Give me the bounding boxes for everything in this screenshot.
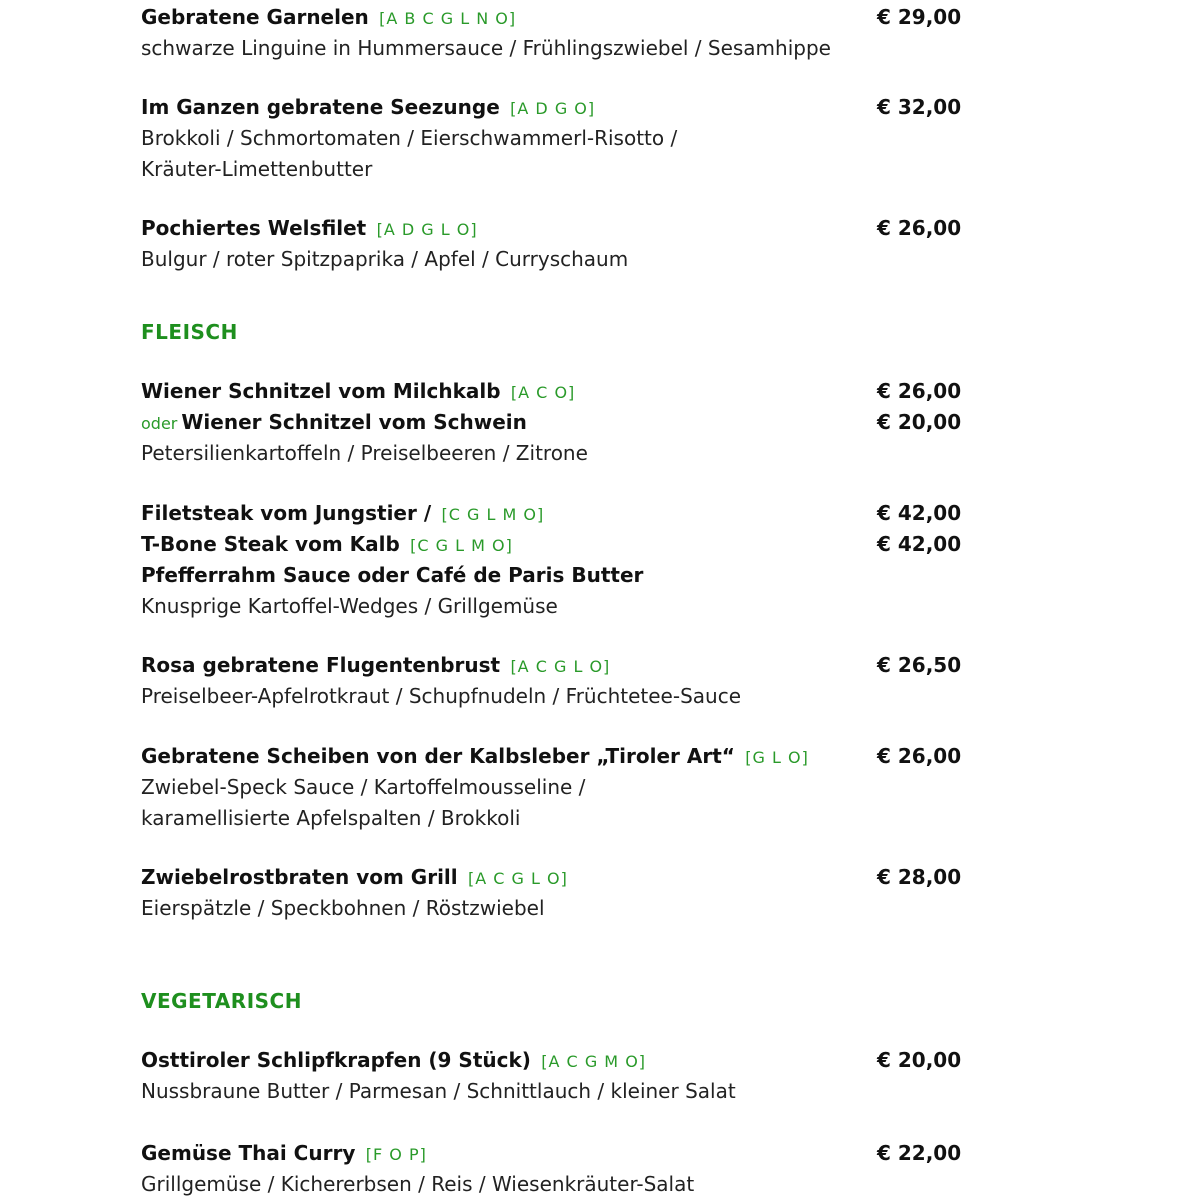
dish-kalbsleber (141, 742, 809, 770)
dish-name: Im Ganzen gebratene Seezunge (141, 95, 500, 119)
dish-description: Eierspätzle / Speckbohnen / Röstzwiebel (141, 896, 545, 920)
dish-name: Gemüse Thai Curry (141, 1141, 356, 1165)
dish-tbone (141, 530, 513, 558)
dish-name: Zwiebelrostbraten vom Grill (141, 865, 458, 889)
allergen-codes: [F O P] (365, 1145, 427, 1164)
dish-description: schwarze Linguine in Hummersauce / Frühlingszwiebel / Sesamhippe (141, 36, 831, 60)
dish-price: € 20,00 (877, 410, 962, 434)
dish-price: € 26,00 (877, 379, 962, 403)
dish-description: Brokkoli / Schmortomaten / Eierschwammerl-Risotto / (141, 126, 678, 150)
dish-garnelen (141, 3, 516, 31)
allergen-codes: [A D G O] (510, 99, 596, 118)
alternative-prefix: oder (141, 414, 178, 433)
dish-name: Gebratene Garnelen (141, 5, 369, 29)
dish-description: Preiselbeer-Apfelrotkraut / Schupfnudeln / Früchtetee-Sauce (141, 684, 742, 708)
dish-price: € 29,00 (877, 5, 962, 29)
allergen-codes: [C G L M O] (410, 536, 513, 555)
dish-schnitzel-alt (141, 408, 527, 436)
allergen-codes: [A C G M O] (541, 1052, 647, 1071)
dish-name: Filetsteak vom Jungstier / (141, 501, 432, 525)
allergen-codes: [G L O] (745, 748, 809, 767)
dish-price: € 28,00 (877, 865, 962, 889)
allergen-codes: [A C O] (510, 383, 576, 402)
dish-description: Kräuter-Limettenbutter (141, 157, 373, 181)
dish-price: € 22,00 (877, 1141, 962, 1165)
allergen-codes: [A C G L O] (468, 869, 568, 888)
dish-price: € 26,50 (877, 653, 962, 677)
dish-name: Wiener Schnitzel vom Milchkalb (141, 379, 501, 403)
dish-ente (141, 651, 610, 679)
dish-description: Grillgemüse / Kichererbsen / Reis / Wiesenkräuter-Salat (141, 1172, 695, 1196)
dish-name: T-Bone Steak vom Kalb (141, 532, 400, 556)
dish-curry (141, 1139, 427, 1167)
section-title-vegetarisch: VEGETARISCH (141, 989, 302, 1013)
dish-price: € 42,00 (877, 501, 962, 525)
dish-price: € 26,00 (877, 216, 962, 240)
dish-filetsteak (141, 499, 544, 527)
allergen-codes: [A D G L O] (376, 220, 478, 239)
dish-name: Rosa gebratene Flugentenbrust (141, 653, 501, 677)
allergen-codes: [A B C G L N O] (379, 9, 517, 28)
dish-price: € 20,00 (877, 1048, 962, 1072)
dish-price: € 26,00 (877, 744, 962, 768)
dish-price: € 42,00 (877, 532, 962, 556)
dish-description: karamellisierte Apfelspalten / Brokkoli (141, 806, 521, 830)
dish-name: Osttiroler Schlipfkrapfen (9 Stück) (141, 1048, 531, 1072)
dish-schnitzel (141, 377, 575, 405)
dish-schlipfkrapfen (141, 1046, 646, 1074)
dish-seezunge (141, 93, 595, 121)
dish-name: Pochiertes Welsfilet (141, 216, 367, 240)
dish-welsfilet (141, 214, 478, 242)
dish-description: Bulgur / roter Spitzpaprika / Apfel / Curryschaum (141, 247, 629, 271)
dish-description: Petersilienkartoffeln / Preiselbeeren / Zitrone (141, 441, 588, 465)
dish-description: Nussbraune Butter / Parmesan / Schnittlauch / kleiner Salat (141, 1079, 736, 1103)
dish-name: Gebratene Scheiben von der Kalbsleber „Tiroler Art“ (141, 744, 735, 768)
allergen-codes: [A C G L O] (510, 657, 611, 676)
section-title-fleisch: FLEISCH (141, 320, 238, 344)
dish-name: Wiener Schnitzel vom Schwein (181, 410, 527, 434)
dish-rostbraten (141, 863, 568, 891)
dish-price: € 32,00 (877, 95, 962, 119)
dish-description: Zwiebel-Speck Sauce / Kartoffelmousseline / (141, 775, 586, 799)
allergen-codes: [C G L M O] (441, 505, 545, 524)
dish-sauce-option: Pfefferrahm Sauce oder Café de Paris Butter (141, 563, 644, 587)
dish-description: Knusprige Kartoffel-Wedges / Grillgemüse (141, 594, 558, 618)
